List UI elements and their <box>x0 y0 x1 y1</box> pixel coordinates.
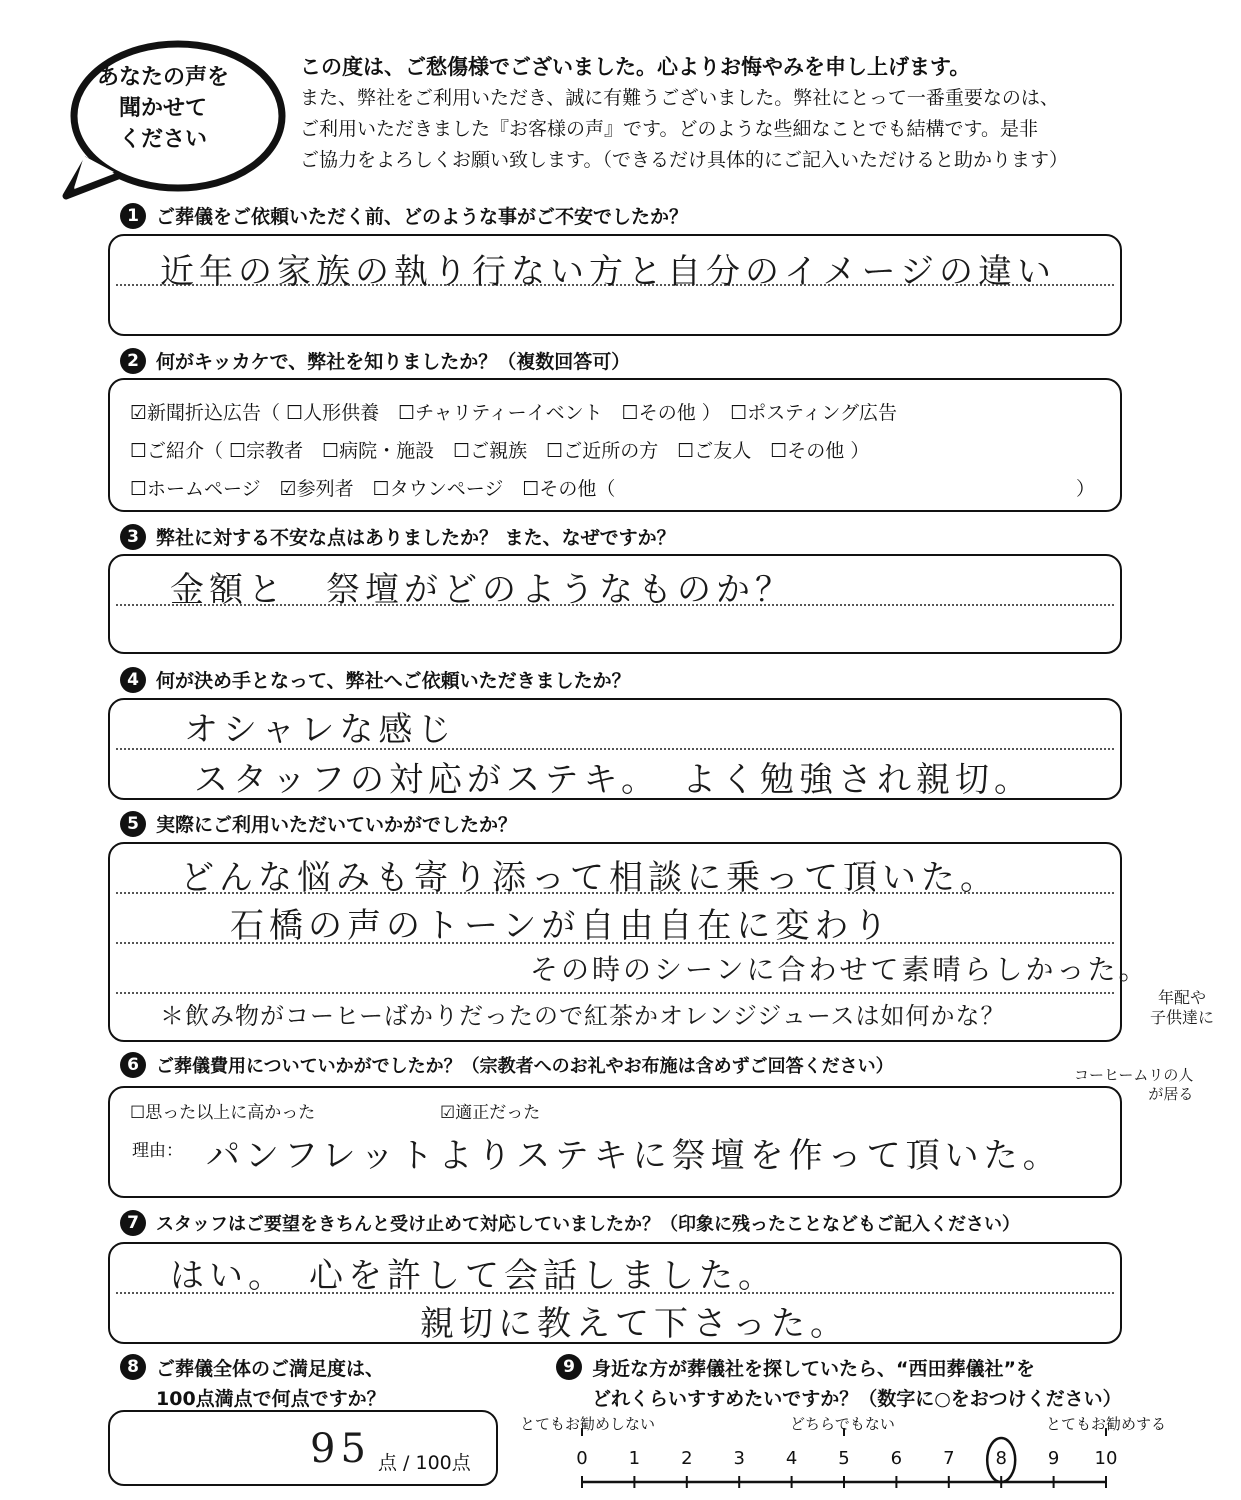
scale-tick-label: 4 <box>785 1448 798 1469</box>
score-box[interactable] <box>108 1410 498 1486</box>
handwritten-answer: 金額と 祭壇がどのようなものか？ <box>170 570 794 610</box>
answer-box-6[interactable] <box>108 1086 1122 1198</box>
scale-label-high: とてもお勧めする <box>1046 1415 1167 1433</box>
question-9-heading <box>556 1354 1122 1414</box>
handwritten-answer: オシャレな感じ <box>184 710 457 750</box>
scale-label-mid: どちらでもない <box>790 1415 895 1433</box>
scale-tick-label: 5 <box>838 1448 850 1469</box>
question-label: ご葬儀費用についていかがでしたか？（宗教者へのお礼やお布施は含めずご回答ください） <box>156 1056 894 1077</box>
question-label: 何がキッカケで、弊社を知りましたか？（複数回答可） <box>156 351 631 373</box>
handwritten-answer: はい。 心を許して会話しました。 <box>170 1256 777 1296</box>
option-row[interactable]: ☑新聞折込広告（ ☐人形供養 ☐チャリティーイベント ☐その他 ） ☐ポスティング広告 <box>130 402 897 424</box>
question-number: 4 <box>120 667 146 693</box>
scale-tick-label: 3 <box>733 1448 745 1469</box>
answer-box-7[interactable] <box>108 1242 1122 1344</box>
side-note-line: 子供達に <box>1150 1008 1215 1027</box>
question-5-heading <box>120 810 517 837</box>
option-row[interactable]: ☐ホームページ ☑参列者 ☐タウンページ ☐その他（ <box>130 478 616 500</box>
question-6-heading <box>120 1052 894 1078</box>
handwritten-answer: パンフレットよりステキに祭壇を作って頂いた。 <box>206 1136 1062 1176</box>
recommendation-scale[interactable] <box>570 1420 1130 1500</box>
handwritten-answer: 親切に教えて下さった。 <box>420 1304 849 1344</box>
answer-box-5[interactable] <box>108 842 1150 1042</box>
question-number: 2 <box>120 348 146 374</box>
question-label: 身近な方が葬儀社を探していたら、“西田葬儀社”を <box>592 1358 1035 1380</box>
intro-lead: この度は、ご愁傷様でございました。心よりお悔やみを申し上げます。 <box>300 55 971 79</box>
intro-line: ご協力をよろしくお願い致します。（できるだけ具体的にご記入いただけると助かります） <box>300 149 1068 171</box>
scale-tick-label: 7 <box>943 1448 955 1469</box>
option-row[interactable]: ☐ご紹介（ ☐宗教者 ☐病院・施設 ☐ご親族 ☐ご近所の方 ☐ご友人 ☐その他 ） <box>130 440 870 462</box>
question-8-heading <box>120 1354 386 1414</box>
question-number: 6 <box>120 1052 146 1078</box>
handwritten-answer: 近年の家族の執り行ない方と自分のイメージの違い <box>160 252 1056 292</box>
bubble-heading <box>78 62 248 155</box>
scale-tick-label: 2 <box>681 1448 693 1469</box>
answer-box-1[interactable] <box>108 234 1122 336</box>
answer-box-4[interactable] <box>108 698 1122 800</box>
intro-line: ご利用いただきました『お客様の声』です。どのような些細なことでも結構です。是非 <box>300 118 1038 140</box>
question-label: 100点満点で何点ですか？ <box>156 1388 386 1410</box>
intro-text <box>300 52 1220 176</box>
score-suffix: 点 / 100点 <box>378 1452 471 1474</box>
question-number: 7 <box>120 1210 146 1236</box>
bubble-line: あなたの声を <box>96 65 229 90</box>
score-value: 95 <box>310 1426 371 1472</box>
question-label: どれくらいすすめたいですか？（数字に○をおつけください） <box>592 1388 1122 1410</box>
question-label: 何が決め手となって、弊社へご依頼いただきましたか？ <box>156 670 631 692</box>
side-note-line: が居る <box>1148 1085 1194 1103</box>
answer-box-3[interactable] <box>108 554 1122 654</box>
question-4-heading <box>120 666 631 693</box>
question-number: 8 <box>120 1354 146 1380</box>
scale-label-low: とてもお勧めしない <box>520 1415 656 1433</box>
reason-label: 理由： <box>132 1141 183 1161</box>
question-number: 9 <box>556 1354 582 1380</box>
scale-tick-label: 10 <box>1094 1448 1118 1469</box>
question-number: 5 <box>120 811 146 837</box>
side-note-line: 年配や <box>1158 988 1207 1007</box>
handwritten-answer: スタッフの対応がステキ。 よく勉強され親切。 <box>194 760 1033 800</box>
scale-tick-label: 6 <box>890 1448 903 1469</box>
question-number: 3 <box>120 524 146 550</box>
question-3-heading <box>120 523 676 550</box>
option-appropriate[interactable]: ☑適正だった <box>440 1103 541 1123</box>
handwritten-answer: その時のシーンに合わせて素晴らしかった。 <box>530 953 1150 986</box>
dotted-rule <box>116 992 1114 994</box>
intro-line: また、弊社をご利用いただき、誠に有難うございました。弊社にとって一番重要なのは、 <box>300 87 1059 109</box>
question-1-heading <box>120 202 688 229</box>
question-7-heading <box>120 1210 1020 1236</box>
option-too-expensive[interactable]: ☐思った以上に高かった <box>130 1103 316 1123</box>
scale-tick-label: 0 <box>576 1448 588 1469</box>
bubble-line: 聞かせて <box>118 96 207 121</box>
handwritten-answer: ＊飲み物がコーヒーばかりだったので紅茶かオレンジジュースは如何かな？ <box>160 1002 1006 1030</box>
scale-tick-label: 8 <box>995 1448 1007 1469</box>
question-label: スタッフはご要望をきちんと受け止めて対応していましたか？（印象に残ったことなどもご記入ください） <box>156 1214 1020 1235</box>
side-note <box>1150 988 1214 1028</box>
question-label: 弊社に対する不安な点はありましたか？ また、なぜですか？ <box>156 527 676 549</box>
question-label: ご葬儀をご依頼いただく前、どのような事がご不安でしたか？ <box>156 206 689 228</box>
bubble-line: ください <box>118 127 207 152</box>
question-label: 実際にご利用いただいていかがでしたか？ <box>156 814 518 836</box>
side-note-line: コーヒームリの人 <box>1074 1066 1194 1084</box>
question-label: ご葬儀全体のご満足度は、 <box>156 1358 385 1380</box>
option-bracket: ） <box>1076 478 1096 500</box>
handwritten-answer: どんな悩みも寄り添って相談に乗って頂いた。 <box>180 858 999 898</box>
scale-tick-label: 1 <box>628 1448 641 1469</box>
question-2-heading <box>120 347 630 374</box>
handwritten-answer: 石橋の声のトーンが自由自在に変わり <box>230 906 893 946</box>
scale-tick-label: 9 <box>1047 1448 1060 1469</box>
question-number: 1 <box>120 203 146 229</box>
